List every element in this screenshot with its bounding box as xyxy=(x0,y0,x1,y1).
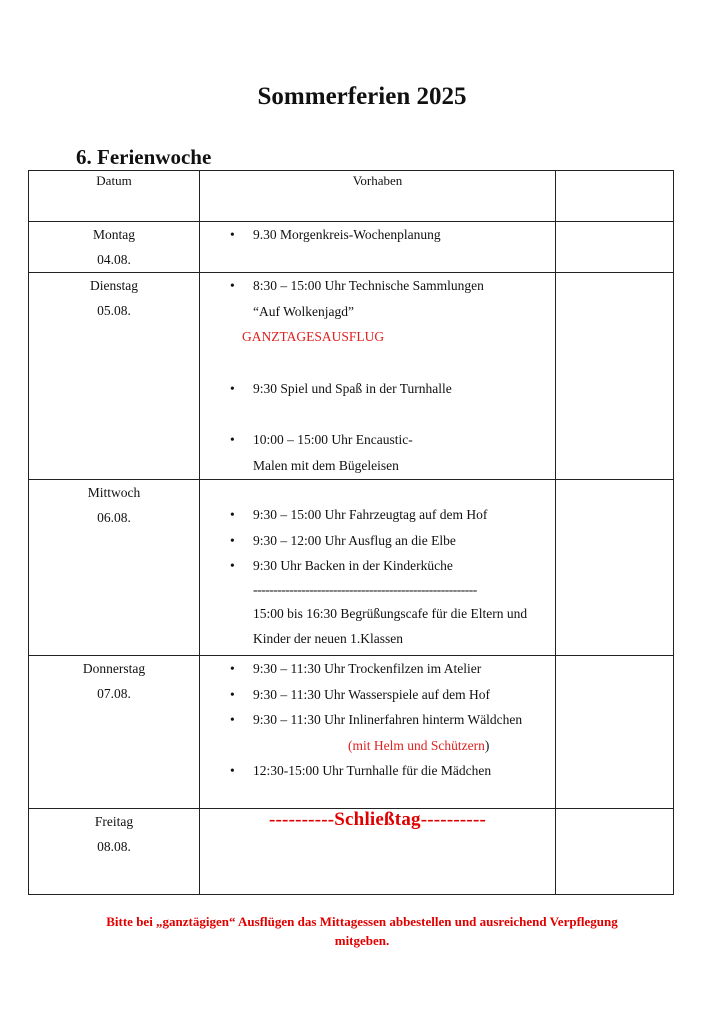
table-row-donnerstag xyxy=(29,656,674,809)
activity-item xyxy=(200,273,555,299)
footer-notice xyxy=(60,912,664,950)
table-row-dienstag xyxy=(29,273,674,480)
empty-cell xyxy=(556,809,674,895)
bullet-icon: • xyxy=(230,227,235,242)
bullet-icon: • xyxy=(230,712,235,727)
bullet-icon: • xyxy=(230,661,235,676)
day-date: 05.08. xyxy=(97,303,131,318)
day-date: 06.08. xyxy=(97,510,131,525)
bullet-icon: • xyxy=(230,380,235,396)
column-header-vorhaben: Vorhaben xyxy=(200,171,556,222)
activity-cell xyxy=(200,222,556,273)
date-cell xyxy=(29,809,200,895)
date-cell xyxy=(29,656,200,809)
table-row-montag xyxy=(29,222,674,273)
activity-item xyxy=(200,707,555,733)
activity-item xyxy=(200,553,555,579)
activity-text: 8:30 – 15:00 Uhr Technische Sammlungen xyxy=(253,278,484,293)
table-header-row xyxy=(29,171,674,222)
activity-item xyxy=(200,528,555,554)
activity-extra: Kinder der neuen 1.Klassen xyxy=(253,631,403,646)
empty-cell xyxy=(556,480,674,656)
week-heading: 6. Ferienwoche xyxy=(76,145,212,169)
notice-line: mitgeben. xyxy=(334,933,390,948)
activity-text: 9.30 Morgenkreis-Wochenplanung xyxy=(253,227,441,242)
activity-item xyxy=(200,376,555,402)
day-name: Montag xyxy=(93,227,135,242)
day-date: 07.08. xyxy=(97,686,131,701)
schedule-table xyxy=(28,170,674,895)
empty-cell xyxy=(556,222,674,273)
activity-cell xyxy=(200,656,556,809)
day-name: Freitag xyxy=(94,814,134,829)
column-header-empty xyxy=(556,171,674,222)
table-row-mittwoch xyxy=(29,480,674,656)
day-date: 04.08. xyxy=(97,252,131,267)
activity-text: 10:00 – 15:00 Uhr Encaustic- xyxy=(253,432,413,447)
day-name: Donnerstag xyxy=(82,661,146,676)
activity-cell xyxy=(200,273,556,480)
activity-text: 9:30 Spiel und Spaß in der Turnhalle xyxy=(253,380,452,396)
bullet-icon: • xyxy=(230,432,235,447)
column-header-datum: Datum xyxy=(29,171,200,222)
activity-text: 12:30-15:00 Uhr Turnhalle für die Mädchen xyxy=(253,763,492,778)
activity-item xyxy=(200,502,555,528)
day-name: Dienstag xyxy=(90,278,138,293)
day-date: 08.08. xyxy=(97,839,131,854)
activity-item xyxy=(200,656,555,682)
separator-line: -------------------------------------------------------- xyxy=(253,581,477,597)
activity-continuation: “Auf Wolkenjagd” xyxy=(253,303,355,319)
day-name: Mittwoch xyxy=(87,485,141,500)
bullet-icon: • xyxy=(230,558,235,573)
activity-text: 9:30 – 15:00 Uhr Fahrzeugtag auf dem Hof xyxy=(253,507,488,522)
full-day-trip-note: GANZTAGESAUSFLUG xyxy=(242,329,385,344)
activity-item xyxy=(200,682,555,708)
bullet-icon: • xyxy=(230,763,235,778)
activity-text: 9:30 Uhr Backen in der Kinderküche xyxy=(253,558,453,573)
empty-cell xyxy=(556,656,674,809)
activity-continuation: Malen mit dem Bügeleisen xyxy=(253,457,399,473)
activity-text: 9:30 – 11:30 Uhr Inlinerfahren hinterm Wäldchen xyxy=(253,712,523,727)
date-cell xyxy=(29,222,200,273)
table-row-freitag xyxy=(29,809,674,895)
safety-note xyxy=(200,733,555,759)
bullet-icon: • xyxy=(230,686,235,702)
closing-day-label: ----------Schließtag---------- xyxy=(200,809,556,895)
activity-item xyxy=(200,222,555,248)
empty-cell xyxy=(556,273,674,480)
bullet-icon: • xyxy=(230,507,235,522)
activity-cell xyxy=(200,480,556,656)
notice-line: Bitte bei „ganztägigen“ Ausflügen das Mittagessen abbestellen und ausreichend Verpflegung xyxy=(106,914,618,929)
bullet-icon: • xyxy=(230,278,235,293)
activity-text: 9:30 – 11:30 Uhr Trockenfilzen im Atelier xyxy=(253,661,482,676)
date-cell xyxy=(29,273,200,480)
bullet-icon: • xyxy=(230,532,235,548)
activity-extra: 15:00 bis 16:30 Begrüßungscafe für die Eltern und xyxy=(253,605,528,621)
activity-item xyxy=(200,758,555,784)
page-title: Sommerferien 2025 xyxy=(257,83,467,110)
date-cell xyxy=(29,480,200,656)
safety-note-close: ) xyxy=(484,737,490,753)
activity-text: 9:30 – 11:30 Uhr Wasserspiele auf dem Hof xyxy=(253,686,490,702)
safety-note-text: (mit Helm und Schützern xyxy=(348,737,485,753)
activity-item xyxy=(200,427,555,453)
activity-text: 9:30 – 12:00 Uhr Ausflug an die Elbe xyxy=(253,532,456,548)
